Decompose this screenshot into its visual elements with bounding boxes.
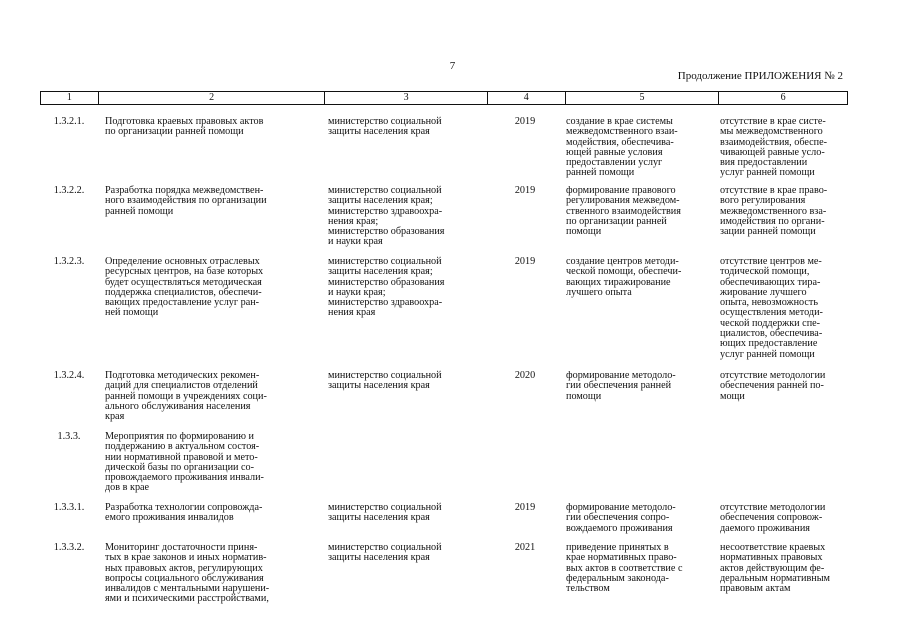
row-executor: министерство социальной защиты населения края; министерство образования и науки края; министерство здравоохра- нения края [328, 256, 445, 319]
continuation-label: Продолжение ПРИЛОЖЕНИЯ № 2 [677, 70, 843, 82]
row-consequence: отсутствие в крае право- вого регулирования межведомственного вза- имодействия по органи- зации ранней помощи [720, 185, 828, 238]
row-task: Подготовка методических рекомен- даций для специалистов отделений ранней помощи в учреждениях соци- ального обслуживания населения края [105, 370, 267, 423]
row-year: 2019 [514, 256, 536, 267]
row-executor: министерство социальной защиты населения края [328, 116, 442, 138]
row-consequence: отсутствие в крае систе- мы межведомственного взаимодействия, обеспе- чивающей равные усло- вия предоставлении услуг ранней помощи [720, 116, 828, 179]
row-year: 2019 [514, 502, 536, 513]
row-year: 2020 [514, 370, 536, 381]
header-col-5: 5 [566, 92, 720, 104]
row-result: формирование методоло- гии обеспечения ранней помощи [566, 370, 676, 402]
row-executor: министерство социальной защиты населения края [328, 542, 442, 564]
row-result: формирование правового регулирования межведом- ственного взаимодействия по организации ранней помощи [566, 185, 681, 238]
header-col-4: 4 [488, 92, 566, 104]
header-col-1: 1 [41, 92, 99, 104]
row-consequence: отсутствие методологии обеспечения сопровож- даемого проживания [720, 502, 826, 534]
row-task: Разработка порядка межведомствен- ного взаимодействия по организации ранней помощи [105, 185, 267, 217]
row-result: приведение принятых в крае нормативных право- вых актов в соответствие с федеральным законода- тельством [566, 542, 683, 595]
row-task: Мероприятия по формированию и поддержанию в актуальном состоя- нии нормативной правовой и мето- дической базы по организации со- провождаемого проживания инвали- дов в крае [105, 431, 264, 494]
header-col-6: 6 [780, 92, 786, 103]
row-id: 1.3.2.2. [53, 185, 85, 196]
row-id: 1.3.3. [57, 431, 81, 442]
row-executor: министерство социальной защиты населения края [328, 370, 442, 392]
row-task: Мониторинг достаточности приня- тых в крае законов и иных норматив- ных правовых актов, регулирующих вопросы социального обслуживания инвалидов с ментальными нарушени- ями и психическими расстройствами, [105, 542, 270, 605]
row-task: Подготовка краевых правовых актов по организации ранней помощи [105, 116, 264, 138]
row-year: 2019 [514, 185, 536, 196]
table-header [40, 91, 848, 105]
row-executor: министерство социальной защиты населения края; министерство здравоохра- нения края; министерство образования и науки края [328, 185, 445, 248]
row-consequence: несоответствие краевых нормативных правовых актов действующим фе- деральным нормативным правовым актам [720, 542, 831, 595]
row-task: Разработка технологии сопровожда- емого проживания инвалидов [105, 502, 263, 524]
row-id: 1.3.2.3. [53, 256, 85, 267]
row-id: 1.3.3.1. [53, 502, 85, 513]
row-id: 1.3.2.4. [53, 370, 85, 381]
row-year: 2019 [514, 116, 536, 127]
header-col-2: 2 [99, 92, 325, 104]
row-executor: министерство социальной защиты населения края [328, 502, 442, 524]
row-consequence: отсутствие методологии обеспечения ранней по- мощи [720, 370, 826, 402]
row-id: 1.3.2.1. [53, 116, 85, 127]
row-id: 1.3.3.2. [53, 542, 85, 553]
row-year: 2021 [514, 542, 536, 553]
row-result: создание в крае системы межведомственного взаи- модействия, обеспечива- ющей равные условия предоставлении услуг ранней помощи [566, 116, 678, 179]
row-consequence: отсутствие центров ме- тодической помощи, обеспечивающих тира- жирование лучшего опыта, невозможность осуществления методи- ческой поддержки спе- циалистов, обеспечива- ющих предоставление услуг ранней помощи [720, 256, 823, 360]
page-number: 7 [449, 60, 456, 72]
row-task: Определение основных отраслевых ресурсных центров, на базе которых будет осуществляться методическая поддержка специалистов, обеспечи- вающих предоставление услуг ран- ней помощи [105, 256, 264, 319]
row-result: создание центров методи- ческой помощи, обеспечи- вающих тиражирование лучшего опыта [566, 256, 682, 298]
header-col-3: 3 [325, 92, 488, 104]
row-result: формирование методоло- гии обеспечения сопро- вождаемого проживания [566, 502, 676, 534]
